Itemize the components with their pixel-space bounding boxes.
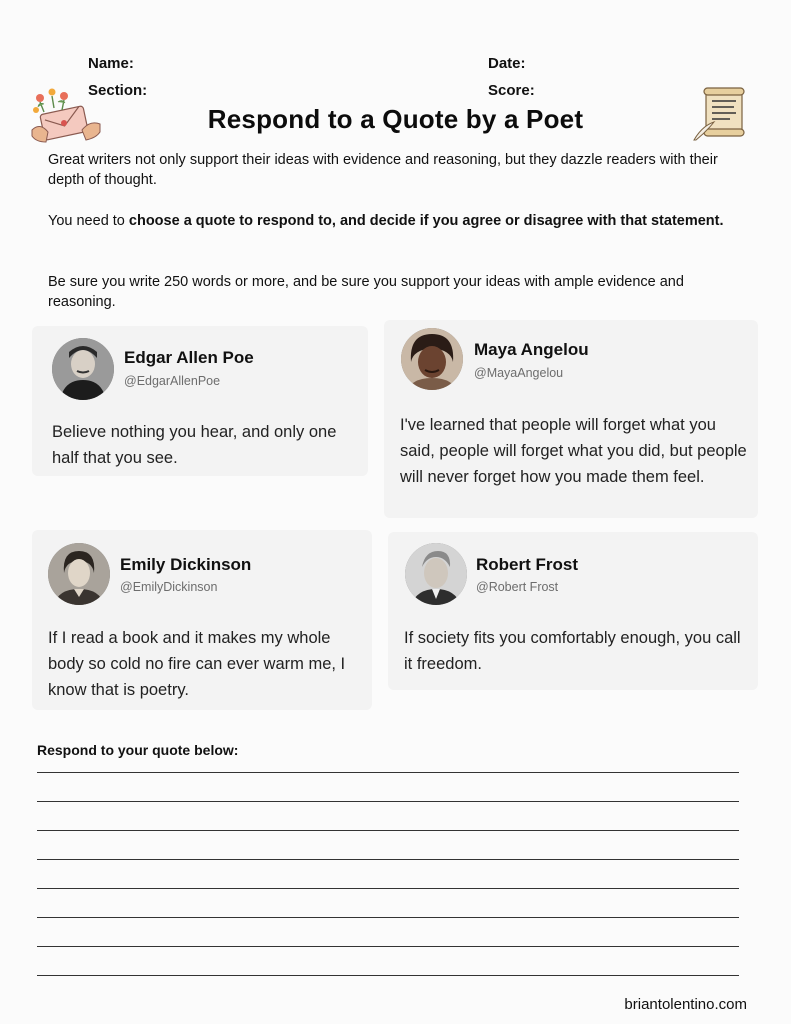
poet-name: Emily Dickinson bbox=[120, 555, 252, 574]
writing-line[interactable] bbox=[37, 917, 739, 918]
instruction-text: You need to bbox=[48, 213, 129, 229]
poet-quote: I've learned that people will forget what you said, people will forget what you did, but people will never forget how you made them feel. bbox=[400, 416, 747, 486]
poet-name: Robert Frost bbox=[476, 555, 578, 574]
poet-handle: @MayaAngelou bbox=[474, 366, 564, 380]
avatar-frost bbox=[405, 543, 467, 605]
poet-handle: @EmilyDickinson bbox=[120, 580, 218, 594]
name-label: Name: bbox=[88, 55, 134, 72]
intro-paragraph: Great writers not only support their ideas with evidence and reasoning, but they dazzle readers with their depth of thought. bbox=[48, 152, 718, 188]
writing-line[interactable] bbox=[37, 801, 739, 802]
response-label: Respond to your quote below: bbox=[37, 742, 239, 758]
avatar-angelou bbox=[401, 328, 463, 390]
avatar-poe bbox=[52, 338, 114, 400]
page-title: Respond to a Quote by a Poet bbox=[207, 104, 584, 134]
poet-quote: If society fits you comfortably enough, you call it freedom. bbox=[404, 629, 741, 673]
date-label: Date: bbox=[488, 55, 526, 72]
writing-line[interactable] bbox=[37, 946, 739, 947]
writing-line[interactable] bbox=[37, 975, 739, 976]
avatar-dickinson bbox=[48, 543, 110, 605]
requirements-paragraph: Be sure you write 250 words or more, and be sure you support your ideas with ample evidence and reasoning. bbox=[48, 274, 684, 310]
writing-line[interactable] bbox=[37, 859, 739, 860]
poet-quote: Believe nothing you hear, and only one half that you see. bbox=[52, 423, 337, 467]
footer-url: briantolentino.com bbox=[624, 996, 747, 1013]
writing-line[interactable] bbox=[37, 772, 739, 773]
writing-line[interactable] bbox=[37, 888, 739, 889]
poet-name: Edgar Allen Poe bbox=[124, 348, 254, 367]
instruction-emphasis: choose a quote to respond to, and decide if you agree or disagree with that statement. bbox=[128, 213, 724, 229]
section-label: Section: bbox=[88, 82, 148, 99]
instruction-paragraph bbox=[48, 211, 748, 231]
poet-name: Maya Angelou bbox=[474, 340, 589, 359]
poet-quote: If I read a book and it makes my whole body so cold no fire can ever warm me, I know that is poetry. bbox=[48, 629, 346, 699]
poet-handle: @EdgarAllenPoe bbox=[124, 374, 221, 388]
poet-handle: @Robert Frost bbox=[476, 580, 559, 594]
score-label: Score: bbox=[488, 82, 535, 99]
writing-line[interactable] bbox=[37, 830, 739, 831]
